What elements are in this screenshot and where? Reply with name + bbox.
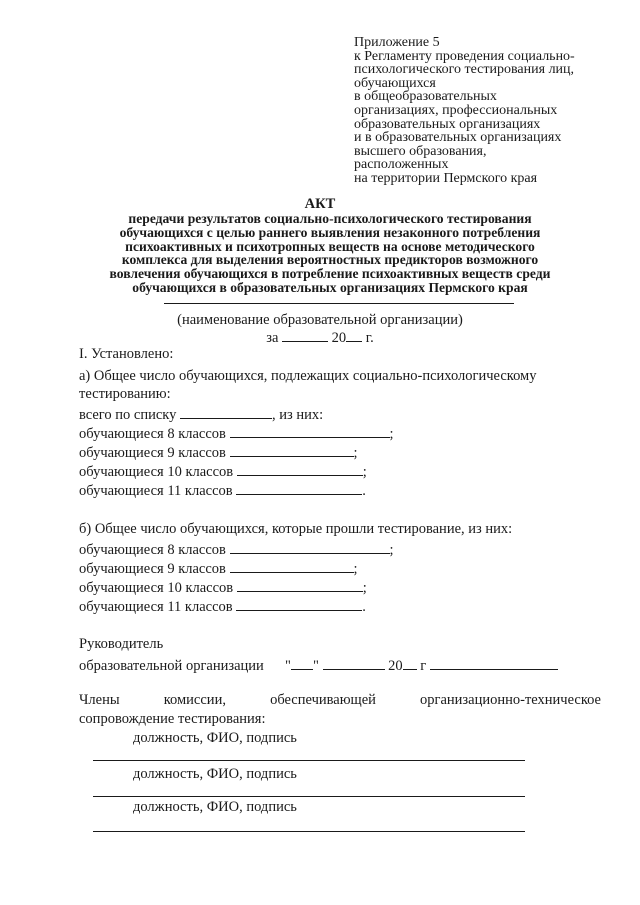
row-label: обучающиеся 11 классов [79,599,233,615]
row-end: ; [353,445,358,461]
signature-line[interactable] [93,796,525,797]
members-word: обеспечивающей [270,692,376,708]
head-signature-row [79,657,558,674]
month-blank[interactable] [323,657,385,670]
date-year: 20 [331,330,347,346]
year-prefix: 20 [388,658,403,674]
subtitle-line: комплекса для выделения вероятностных предикторов возможного [121,252,539,268]
subtitle-line: психоактивных и психотропных веществ на основе методического [125,238,535,254]
subtitle-line: вовлечения обучающихся в потребление психоактивных веществ среди [109,266,551,282]
row-label: обучающиеся 11 классов [79,483,233,499]
head-signature-blank[interactable] [430,657,558,670]
signature-caption: должность, ФИО, подпись [133,766,297,782]
section-b-line: б) Общее число обучающихся, которые прошли тестирование, из них: [79,521,513,537]
a-row-grade-8 [79,425,394,442]
row-blank[interactable] [237,463,363,476]
date-day-blank[interactable] [282,329,328,342]
row-end: ; [389,542,394,558]
row-label: обучающиеся 10 классов [79,464,234,480]
members-line2: сопровождение тестирования: [79,711,266,727]
row-blank[interactable] [236,598,362,611]
row-end: ; [389,426,394,442]
total-label: всего по списку [79,407,177,423]
row-blank[interactable] [236,482,362,495]
quote-close: " [312,658,319,674]
date-year-blank[interactable] [346,329,362,342]
signature-line[interactable] [93,760,525,761]
org-name-caption: (наименование образовательной организации) [177,312,463,328]
row-blank[interactable] [230,560,354,573]
appendix-line: к Регламенту проведения социально- [354,48,575,64]
subtitle-line: обучающихся в образовательных организациях Пермского края [132,279,528,295]
total-row [79,406,323,423]
appendix-note [354,36,624,186]
section-heading: I. Установлено: [79,346,174,362]
appendix-line: обучающихся [354,75,436,91]
row-end: . [362,599,366,615]
row-label: обучающиеся 8 классов [79,542,226,558]
row-end: ; [362,464,367,480]
signature-line[interactable] [93,831,525,832]
a-row-grade-9 [79,444,358,461]
appendix-line: образовательных организациях [354,116,541,132]
row-blank[interactable] [230,541,390,554]
date-suffix: г. [365,330,374,346]
date-period-row [0,329,640,347]
b-row-grade-10 [79,579,367,596]
section-a-line1: а) Общее число обучающихся, подлежащих социально-психологическому [79,368,537,384]
appendix-line: на территории Пермского края [354,170,538,186]
appendix-line: организациях, профессиональных [354,102,558,118]
section-a-line2: тестированию: [79,386,171,402]
appendix-line: Приложение 5 [354,35,440,50]
row-end: . [362,483,366,499]
row-end: ; [353,561,358,577]
year-suffix: г [420,658,427,674]
appendix-line: расположенных [354,157,449,173]
appendix-line: высшего образования, [354,143,487,159]
date-prefix: за [266,330,279,346]
members-word: комиссии, [163,692,226,708]
day-blank[interactable] [291,657,313,670]
quote-open: " [285,658,291,674]
document-subtitle [80,212,580,295]
head-org-label: образовательной организации [79,658,264,674]
row-blank[interactable] [230,444,354,457]
subtitle-line: обучающихся с целью раннего выявления незаконного потребления [119,224,541,240]
row-blank[interactable] [237,579,363,592]
row-label: обучающиеся 9 классов [79,561,226,577]
appendix-line: психологического тестирования лиц, [354,62,575,78]
org-name-field-line[interactable] [164,303,514,304]
b-row-grade-11 [79,598,366,615]
b-row-grade-9 [79,560,358,577]
total-blank[interactable] [180,406,272,419]
total-suffix: , из них: [272,407,324,423]
head-title: Руководитель [79,636,164,652]
members-word: Члены [79,692,120,708]
subtitle-line: передачи результатов социально-психологического тестирования [128,211,532,226]
appendix-line: и в образовательных организациях [354,130,562,146]
row-label: обучающиеся 8 классов [79,426,226,442]
members-word: организационно-техническое [420,692,601,708]
a-row-grade-10 [79,463,367,480]
year-blank[interactable] [403,657,417,670]
members-heading-row [79,692,601,709]
row-end: ; [362,580,367,596]
row-label: обучающиеся 9 классов [79,445,226,461]
b-row-grade-8 [79,541,394,558]
row-label: обучающиеся 10 классов [79,580,234,596]
document-title: АКТ [304,196,336,212]
signature-caption: должность, ФИО, подпись [133,799,297,815]
appendix-line: в общеобразовательных [354,89,497,105]
a-row-grade-11 [79,482,366,499]
signature-caption: должность, ФИО, подпись [133,730,297,746]
row-blank[interactable] [230,425,390,438]
